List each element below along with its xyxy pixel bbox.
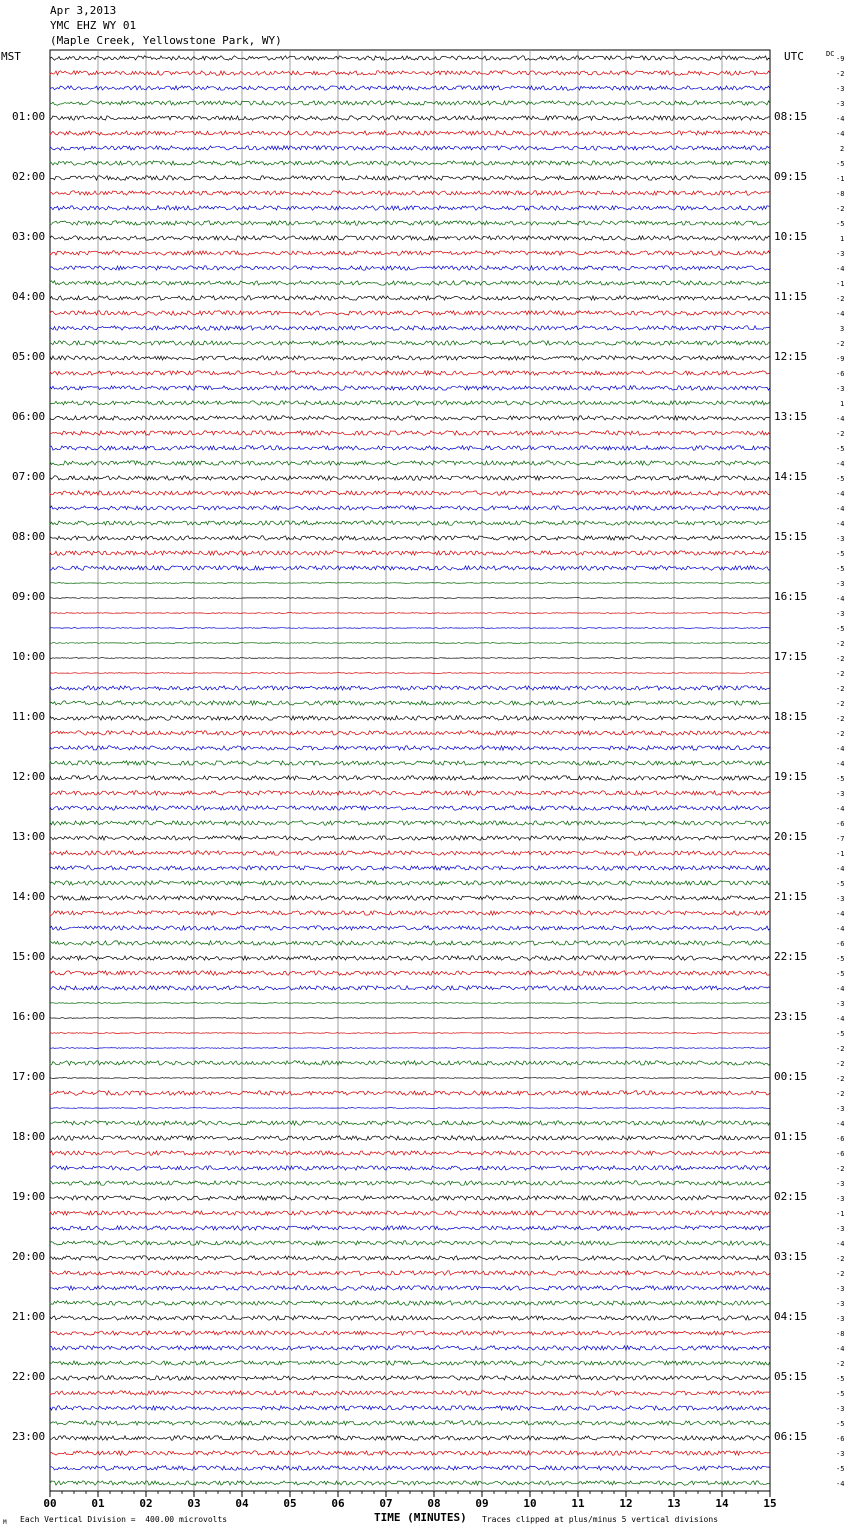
seismic-trace bbox=[50, 1136, 770, 1140]
utc-hour-label: 09:15 bbox=[774, 170, 808, 183]
mst-hour-label: 11:00 bbox=[12, 710, 46, 723]
seismic-trace bbox=[50, 1196, 770, 1200]
corner-mark: M bbox=[3, 1519, 7, 1526]
dc-offset-value: -5 bbox=[836, 1420, 845, 1428]
dc-offset-value: -5 bbox=[836, 625, 845, 633]
dc-offset-value: -4 bbox=[836, 745, 845, 753]
seismic-trace bbox=[50, 1241, 770, 1245]
seismic-trace bbox=[50, 86, 770, 90]
utc-hour-label: 12:15 bbox=[774, 350, 808, 363]
dc-offset-value: -1 bbox=[836, 280, 845, 288]
seismic-trace bbox=[50, 686, 770, 690]
dc-offset-value: -3 bbox=[836, 1315, 845, 1323]
seismic-trace bbox=[50, 1451, 770, 1455]
x-tick-label: 08 bbox=[427, 1497, 441, 1510]
dc-offset-value: -2 bbox=[836, 295, 845, 303]
seismic-trace bbox=[50, 416, 770, 420]
dc-offset-value: -3 bbox=[836, 610, 845, 618]
x-tick-label: 09 bbox=[475, 1497, 489, 1510]
dc-offset-value: -4 bbox=[836, 130, 845, 138]
seismic-trace bbox=[50, 1331, 770, 1335]
dc-offset-value: -8 bbox=[836, 190, 845, 198]
dc-offset-value: -2 bbox=[836, 1090, 845, 1098]
seismic-trace bbox=[50, 643, 770, 644]
clip-note: Traces clipped at plus/minus 5 vertical divisions bbox=[482, 1515, 719, 1524]
dc-offset-value: -4 bbox=[836, 1480, 845, 1488]
dc-offset-value: -5 bbox=[836, 775, 845, 783]
utc-hour-label: 19:15 bbox=[774, 770, 808, 783]
mst-axis-label: MST bbox=[1, 50, 21, 63]
seismic-trace bbox=[50, 71, 770, 75]
seismic-trace bbox=[50, 101, 770, 105]
dc-offset-value: -4 bbox=[836, 310, 845, 318]
dc-offset-value: -4 bbox=[836, 490, 845, 498]
mst-hour-label: 14:00 bbox=[12, 890, 46, 903]
seismic-trace bbox=[50, 491, 770, 495]
seismic-trace bbox=[50, 881, 770, 885]
mst-hour-label: 21:00 bbox=[12, 1310, 46, 1323]
dc-offset-value: 2 bbox=[840, 145, 845, 153]
mst-hour-label: 20:00 bbox=[12, 1250, 46, 1263]
mst-hour-label: 23:00 bbox=[12, 1430, 46, 1443]
utc-hour-label: 03:15 bbox=[774, 1250, 808, 1263]
dc-offset-value: -5 bbox=[836, 1465, 845, 1473]
dc-label: DC bbox=[826, 50, 835, 58]
seismic-trace bbox=[50, 206, 770, 210]
x-tick-label: 01 bbox=[91, 1497, 105, 1510]
dc-offset-value: -4 bbox=[836, 760, 845, 768]
seismic-trace bbox=[50, 326, 770, 330]
seismic-trace bbox=[50, 1406, 770, 1410]
mst-hour-label: 13:00 bbox=[12, 830, 46, 843]
dc-offset-value: 1 bbox=[840, 400, 845, 408]
seismic-trace bbox=[50, 1061, 770, 1065]
dc-offset-value: -4 bbox=[836, 265, 845, 273]
mst-hour-label: 04:00 bbox=[12, 290, 46, 303]
utc-hour-label: 06:15 bbox=[774, 1430, 808, 1443]
mst-hour-label: 19:00 bbox=[12, 1190, 46, 1203]
utc-hour-label: 23:15 bbox=[774, 1010, 808, 1023]
x-axis-title: TIME (MINUTES) bbox=[374, 1511, 467, 1524]
seismic-trace bbox=[50, 866, 770, 870]
seismic-trace bbox=[50, 1421, 770, 1425]
utc-hour-label: 02:15 bbox=[774, 1190, 808, 1203]
seismic-trace bbox=[50, 673, 770, 674]
dc-offset-value: -3 bbox=[836, 1405, 845, 1413]
seismic-trace bbox=[50, 1166, 770, 1170]
seismic-trace bbox=[50, 956, 770, 960]
station-location: (Maple Creek, Yellowstone Park, WY) bbox=[50, 34, 282, 47]
dc-offset-value: 1 bbox=[840, 235, 845, 243]
seismic-trace bbox=[50, 176, 770, 180]
dc-offset-value: -8 bbox=[836, 1330, 845, 1338]
seismic-trace bbox=[50, 1048, 770, 1049]
utc-hour-label: 11:15 bbox=[774, 290, 808, 303]
dc-offset-value: -4 bbox=[836, 595, 845, 603]
dc-offset-value: -9 bbox=[836, 355, 845, 363]
dc-offset-value: -2 bbox=[836, 700, 845, 708]
dc-offset-value: -4 bbox=[836, 1345, 845, 1353]
dc-offset-value: -3 bbox=[836, 580, 845, 588]
dc-offset-value: -6 bbox=[836, 1435, 845, 1443]
dc-offset-value: -9 bbox=[836, 55, 845, 63]
dc-offset-value: -2 bbox=[836, 1060, 845, 1068]
dc-offset-value: -5 bbox=[836, 1375, 845, 1383]
seismic-trace bbox=[50, 971, 770, 975]
x-tick-label: 00 bbox=[43, 1497, 57, 1510]
dc-offset-value: -4 bbox=[836, 505, 845, 513]
dc-offset-value: -1 bbox=[836, 175, 845, 183]
mst-hour-label: 22:00 bbox=[12, 1370, 46, 1383]
dc-offset-value: -2 bbox=[836, 1165, 845, 1173]
seismic-trace bbox=[50, 926, 770, 930]
seismic-trace bbox=[50, 1121, 770, 1125]
scale-note: Each Vertical Division = 400.00 microvolts bbox=[20, 1515, 228, 1524]
dc-offset-value: -4 bbox=[836, 1015, 845, 1023]
seismic-trace bbox=[50, 1256, 770, 1260]
dc-offset-value: -2 bbox=[836, 205, 845, 213]
dc-offset-value: -2 bbox=[836, 70, 845, 78]
utc-hour-label: 16:15 bbox=[774, 590, 808, 603]
mst-hour-label: 01:00 bbox=[12, 110, 46, 123]
dc-offset-value: -4 bbox=[836, 520, 845, 528]
dc-offset-value: -5 bbox=[836, 955, 845, 963]
dc-offset-value: -2 bbox=[836, 655, 845, 663]
seismic-trace bbox=[50, 521, 770, 525]
seismic-trace bbox=[50, 56, 770, 60]
dc-offset-value: -4 bbox=[836, 415, 845, 423]
dc-offset-value: -2 bbox=[836, 1075, 845, 1083]
dc-offset-value: -3 bbox=[836, 100, 845, 108]
seismic-trace bbox=[50, 146, 770, 150]
utc-hour-label: 20:15 bbox=[774, 830, 808, 843]
dc-offset-value: -2 bbox=[836, 1360, 845, 1368]
seismic-trace bbox=[50, 1181, 770, 1185]
dc-offset-value: -2 bbox=[836, 715, 845, 723]
seismic-trace bbox=[50, 431, 770, 435]
seismic-trace bbox=[50, 1346, 770, 1350]
seismic-trace bbox=[50, 1436, 770, 1440]
dc-offset-value: -4 bbox=[836, 115, 845, 123]
dc-offset-value: -4 bbox=[836, 925, 845, 933]
dc-offset-value: -2 bbox=[836, 640, 845, 648]
utc-hour-label: 22:15 bbox=[774, 950, 808, 963]
mst-hour-label: 07:00 bbox=[12, 470, 46, 483]
seismic-trace bbox=[50, 1033, 770, 1034]
date-title: Apr 3,2013 bbox=[50, 4, 117, 17]
seismic-trace bbox=[50, 191, 770, 195]
utc-hour-label: 17:15 bbox=[774, 650, 808, 663]
seismic-trace bbox=[50, 731, 770, 735]
dc-offset-value: -6 bbox=[836, 940, 845, 948]
utc-axis-label: UTC bbox=[784, 50, 804, 63]
utc-hour-label: 01:15 bbox=[774, 1130, 808, 1143]
dc-offset-value: -4 bbox=[836, 1120, 845, 1128]
seismic-trace bbox=[50, 131, 770, 135]
dc-offset-value: -2 bbox=[836, 1045, 845, 1053]
dc-offset-value: -2 bbox=[836, 340, 845, 348]
utc-hour-label: 00:15 bbox=[774, 1070, 808, 1083]
dc-offset-value: -3 bbox=[836, 790, 845, 798]
seismic-trace bbox=[50, 613, 770, 614]
seismic-trace bbox=[50, 266, 770, 270]
dc-offset-value: -5 bbox=[836, 220, 845, 228]
x-tick-label: 05 bbox=[283, 1497, 297, 1510]
seismic-trace bbox=[50, 1391, 770, 1395]
mst-hour-label: 03:00 bbox=[12, 230, 46, 243]
seismic-trace bbox=[50, 536, 770, 540]
seismic-trace bbox=[50, 1151, 770, 1155]
seismic-trace bbox=[50, 941, 770, 945]
dc-offset-value: -3 bbox=[836, 1450, 845, 1458]
dc-offset-value: -5 bbox=[836, 565, 845, 573]
dc-offset-value: -4 bbox=[836, 460, 845, 468]
seismic-trace bbox=[50, 311, 770, 315]
seismic-trace bbox=[50, 566, 770, 570]
x-tick-label: 03 bbox=[187, 1497, 201, 1510]
utc-hour-label: 10:15 bbox=[774, 230, 808, 243]
dc-offset-value: -5 bbox=[836, 445, 845, 453]
mst-hour-label: 12:00 bbox=[12, 770, 46, 783]
x-tick-label: 07 bbox=[379, 1497, 393, 1510]
seismic-trace bbox=[50, 851, 770, 855]
dc-offset-value: -3 bbox=[836, 535, 845, 543]
seismic-trace bbox=[50, 1301, 770, 1305]
seismic-trace bbox=[50, 1108, 770, 1109]
utc-hour-label: 13:15 bbox=[774, 410, 808, 423]
seismic-trace bbox=[50, 658, 770, 659]
dc-offset-value: -5 bbox=[836, 1390, 845, 1398]
dc-offset-value: -3 bbox=[836, 385, 845, 393]
seismic-trace bbox=[50, 1211, 770, 1215]
x-tick-label: 02 bbox=[139, 1497, 153, 1510]
seismic-trace bbox=[50, 221, 770, 225]
dc-offset-value: -4 bbox=[836, 910, 845, 918]
seismic-trace bbox=[50, 746, 770, 750]
dc-offset-value: -1 bbox=[836, 850, 845, 858]
x-tick-label: 06 bbox=[331, 1497, 345, 1510]
dc-offset-value: -6 bbox=[836, 820, 845, 828]
seismic-trace bbox=[50, 791, 770, 795]
mst-hour-label: 02:00 bbox=[12, 170, 46, 183]
seismic-trace bbox=[50, 1018, 770, 1019]
x-tick-label: 04 bbox=[235, 1497, 249, 1510]
dc-offset-value: -3 bbox=[836, 1180, 845, 1188]
mst-hour-label: 06:00 bbox=[12, 410, 46, 423]
seismic-trace bbox=[50, 1481, 770, 1485]
dc-offset-value: -3 bbox=[836, 1225, 845, 1233]
seismic-trace bbox=[50, 583, 770, 584]
seismic-trace bbox=[50, 701, 770, 705]
seismic-trace bbox=[50, 776, 770, 780]
seismic-trace bbox=[50, 1466, 770, 1470]
mst-hour-label: 18:00 bbox=[12, 1130, 46, 1143]
x-tick-label: 13 bbox=[667, 1497, 681, 1510]
seismic-trace bbox=[50, 628, 770, 629]
seismic-trace bbox=[50, 161, 770, 165]
x-tick-label: 14 bbox=[715, 1497, 729, 1510]
dc-offset-value: -3 bbox=[836, 1285, 845, 1293]
mst-hour-label: 16:00 bbox=[12, 1010, 46, 1023]
dc-offset-value: -4 bbox=[836, 985, 845, 993]
seismic-trace bbox=[50, 116, 770, 120]
seismic-trace bbox=[50, 716, 770, 720]
mst-hour-label: 10:00 bbox=[12, 650, 46, 663]
dc-offset-value: -3 bbox=[836, 250, 845, 258]
dc-offset-value: -6 bbox=[836, 370, 845, 378]
dc-offset-value: -5 bbox=[836, 880, 845, 888]
mst-hour-label: 09:00 bbox=[12, 590, 46, 603]
dc-offset-value: -3 bbox=[836, 85, 845, 93]
station-id: YMC EHZ WY 01 bbox=[50, 19, 137, 32]
seismic-trace bbox=[50, 1316, 770, 1320]
utc-hour-label: 08:15 bbox=[774, 110, 808, 123]
seismic-trace bbox=[50, 1226, 770, 1230]
dc-offset-value: -5 bbox=[836, 160, 845, 168]
dc-offset-value: -7 bbox=[836, 835, 845, 843]
dc-offset-value: -3 bbox=[836, 895, 845, 903]
seismic-trace bbox=[50, 761, 770, 765]
dc-offset-value: -2 bbox=[836, 430, 845, 438]
dc-offset-value: -5 bbox=[836, 550, 845, 558]
seismic-trace bbox=[50, 911, 770, 915]
seismic-trace bbox=[50, 401, 770, 405]
dc-offset-value: 3 bbox=[840, 325, 845, 333]
seismic-trace bbox=[50, 236, 770, 240]
seismic-trace bbox=[50, 1361, 770, 1365]
dc-offset-value: -4 bbox=[836, 1240, 845, 1248]
utc-hour-label: 18:15 bbox=[774, 710, 808, 723]
x-tick-label: 10 bbox=[523, 1497, 537, 1510]
seismic-trace bbox=[50, 446, 770, 450]
utc-hour-label: 15:15 bbox=[774, 530, 808, 543]
dc-offset-value: -3 bbox=[836, 1105, 845, 1113]
utc-hour-label: 14:15 bbox=[774, 470, 808, 483]
dc-offset-value: -4 bbox=[836, 805, 845, 813]
seismic-trace bbox=[50, 1376, 770, 1380]
dc-offset-value: -6 bbox=[836, 1135, 845, 1143]
seismic-trace bbox=[50, 1003, 770, 1004]
dc-offset-value: -2 bbox=[836, 670, 845, 678]
seismic-trace bbox=[50, 806, 770, 810]
dc-offset-value: -5 bbox=[836, 475, 845, 483]
seismic-trace bbox=[50, 551, 770, 555]
seismic-trace bbox=[50, 598, 770, 599]
seismic-trace bbox=[50, 476, 770, 480]
dc-offset-value: -6 bbox=[836, 1150, 845, 1158]
seismic-trace bbox=[50, 281, 770, 285]
seismic-trace bbox=[50, 506, 770, 510]
dc-offset-value: -5 bbox=[836, 970, 845, 978]
seismic-trace bbox=[50, 386, 770, 390]
dc-offset-value: -3 bbox=[836, 1195, 845, 1203]
dc-offset-value: -3 bbox=[836, 1300, 845, 1308]
seismic-trace bbox=[50, 896, 770, 900]
seismic-trace bbox=[50, 461, 770, 465]
dc-offset-value: -2 bbox=[836, 1270, 845, 1278]
seismic-trace bbox=[50, 986, 770, 990]
dc-offset-value: -2 bbox=[836, 1255, 845, 1263]
mst-hour-label: 15:00 bbox=[12, 950, 46, 963]
seismic-trace bbox=[50, 836, 770, 840]
utc-hour-label: 21:15 bbox=[774, 890, 808, 903]
dc-offset-value: -1 bbox=[836, 1210, 845, 1218]
mst-hour-label: 08:00 bbox=[12, 530, 46, 543]
seismic-trace bbox=[50, 371, 770, 375]
dc-offset-value: -2 bbox=[836, 730, 845, 738]
dc-offset-value: -3 bbox=[836, 1000, 845, 1008]
dc-offset-value: -2 bbox=[836, 685, 845, 693]
seismic-trace bbox=[50, 1271, 770, 1275]
mst-hour-label: 17:00 bbox=[12, 1070, 46, 1083]
x-tick-label: 12 bbox=[619, 1497, 633, 1510]
seismic-trace bbox=[50, 1091, 770, 1095]
dc-offset-value: -4 bbox=[836, 865, 845, 873]
mst-hour-label: 05:00 bbox=[12, 350, 46, 363]
seismic-trace bbox=[50, 1078, 770, 1079]
seismic-trace bbox=[50, 341, 770, 345]
seismic-trace bbox=[50, 1286, 770, 1290]
x-tick-label: 11 bbox=[571, 1497, 585, 1510]
seismic-trace bbox=[50, 821, 770, 825]
utc-hour-label: 05:15 bbox=[774, 1370, 808, 1383]
seismic-trace bbox=[50, 296, 770, 300]
utc-hour-label: 04:15 bbox=[774, 1310, 808, 1323]
x-tick-label: 15 bbox=[763, 1497, 777, 1510]
seismic-trace bbox=[50, 356, 770, 360]
seismic-trace bbox=[50, 251, 770, 255]
dc-offset-value: -5 bbox=[836, 1030, 845, 1038]
